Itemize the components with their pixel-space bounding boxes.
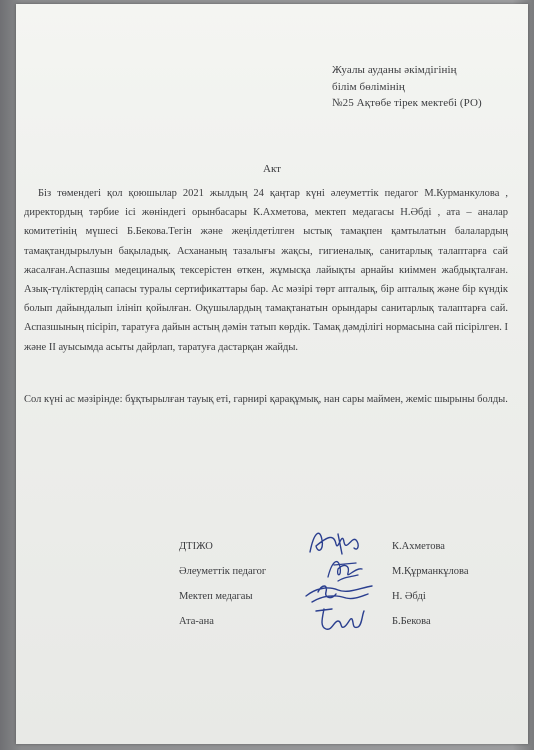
signatory-role: ДТІЖО [179, 541, 213, 552]
header-line-district: Жуалы ауданы әкімдігінің [332, 64, 457, 76]
recipient-header [332, 62, 522, 112]
signatory-role: Мектеп медагаы [179, 591, 253, 602]
signature-row [16, 538, 528, 558]
signature-row [16, 613, 528, 633]
signatory-role: Ата-ана [179, 616, 214, 627]
document-title: Акт [263, 163, 281, 175]
header-line-school: №25 Ақтөбе тірек мектебі (РО) [332, 97, 482, 109]
signature-row [16, 563, 528, 583]
signatory-role: Әлеуметтік педагог [179, 566, 267, 577]
signatory-name: К.Ахметова [392, 541, 445, 552]
body-paragraph-inspection: Біз төмендегі қол қоюшылар 2021 жылдың 24 қаңтар күні әлеуметтік педагог М.Курманкулова , директордың тәрбие ісі жөніндегі орынбасары К.Ахметова, мектеп медагасы Н.Әбді , ата – аналар комитетінің мүшесі Б.Бекова.Тегін және жеңілдетілген ыстық тамақпен қамтылатын балалардың тамақтандырылуын бақыладық. Асхананың тазалығы жақсы, гигиеналық, санитарлық талаптарға сай жасалған.Аспазшы медециналық тексерістен өткен, жұмысқа лайықты арнайы киіммен жабдықталған. Азық-түліктердің сапасы туралы сертификаттары бар. Ас мәзірі төрт апталық, бір апталық және бір күндік болып дайындалып ілініп қойылған. Оқушылардың тамақтанатын орындары санитарлық талаптарға сай. Аспазшының пісіріп, таратуға дайын астың дәмін татып көрдік. Тамақ дәмділігі нормасына сай пісірілген. І және ІІ ауысымда асыты дайрлап, таратуға дастарқан жайды. [24, 188, 508, 353]
signatory-name: Н. Әбді [392, 591, 426, 602]
handwritten-signature [298, 597, 378, 637]
signatory-name: Б.Бекова [392, 616, 431, 627]
body-paragraph-menu: Сол күні ас мәзірінде: бұқтырылған тауық еті, гарнирі қарақұмық, нан сары маймен, жеміс шырыны болды. [24, 394, 508, 405]
signature-row [16, 588, 528, 608]
document-page [16, 4, 528, 744]
signatory-name: М.Құрманкұлова [392, 566, 469, 577]
header-line-department: білім бөлімінің [332, 80, 405, 93]
